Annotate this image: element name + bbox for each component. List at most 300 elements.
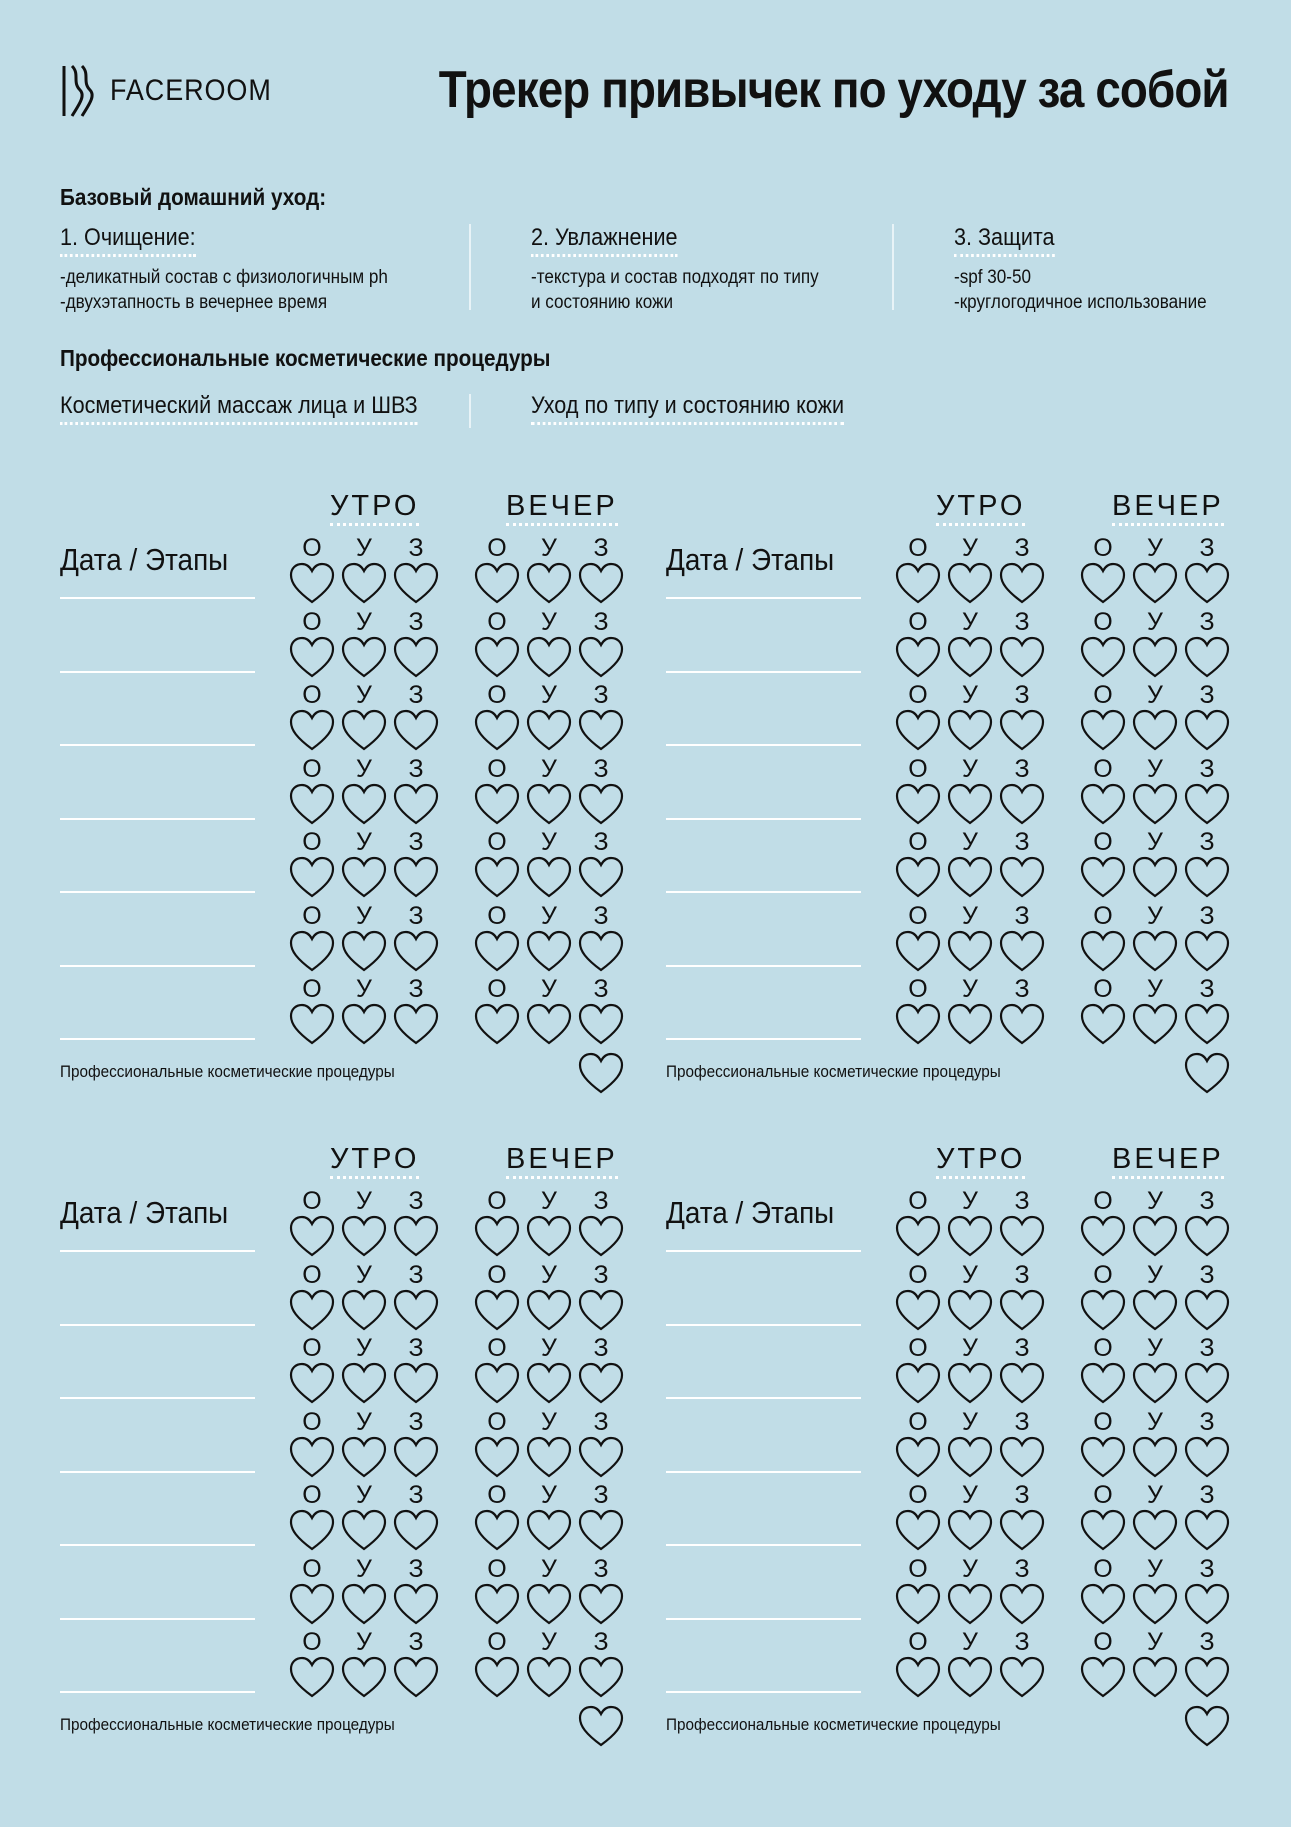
procedures-footer-label: Профессиональные косметические процедуры xyxy=(60,1715,395,1734)
heart-checkbox-icon[interactable] xyxy=(393,1436,439,1478)
heart-checkbox-icon[interactable] xyxy=(526,1656,572,1698)
faceroom-logo-icon xyxy=(60,64,102,118)
care-column-line: -деликатный состав с физиологичным ph xyxy=(60,267,388,288)
heart-checkbox-icon[interactable] xyxy=(895,1436,941,1478)
step-letter: З xyxy=(408,681,424,709)
heart-checkbox-icon[interactable] xyxy=(526,562,572,604)
step-letter: У xyxy=(541,1407,557,1436)
step-letter: О xyxy=(908,1187,928,1215)
heart-checkbox-icon[interactable] xyxy=(1184,1003,1230,1045)
date-entry-line[interactable] xyxy=(60,1324,255,1326)
heart-checkbox-icon[interactable] xyxy=(999,1215,1045,1257)
heart-checkbox-icon[interactable] xyxy=(947,1289,993,1331)
heart-checkbox-icon[interactable] xyxy=(341,1003,387,1045)
heart-checkbox-icon[interactable] xyxy=(1184,562,1230,604)
care-column-line: -двухэтапность в вечернее время xyxy=(60,292,328,313)
step-letter: У xyxy=(356,975,372,1003)
heart-checkbox-icon[interactable] xyxy=(526,1289,572,1331)
procedures-footer-label: Профессиональные косметические процедуры xyxy=(666,1062,1001,1081)
heart-checkbox-icon[interactable] xyxy=(578,1215,624,1257)
tracker-block xyxy=(666,490,1226,1090)
heart-checkbox-icon[interactable] xyxy=(1184,1289,1230,1331)
heart-checkbox-icon[interactable] xyxy=(1184,636,1230,678)
step-letter: З xyxy=(593,607,609,636)
step-letter: О xyxy=(1093,1334,1113,1362)
step-letter: З xyxy=(593,1554,609,1583)
heart-checkbox-icon[interactable] xyxy=(526,1003,572,1045)
heart-checkbox-icon[interactable] xyxy=(289,930,335,972)
date-entry-line[interactable] xyxy=(666,1691,861,1693)
step-letter: З xyxy=(1014,534,1030,562)
heart-checkbox-icon[interactable] xyxy=(393,930,439,972)
step-letter: О xyxy=(908,975,928,1003)
step-letter: О xyxy=(908,1334,928,1362)
step-letter: З xyxy=(1014,828,1030,856)
heart-checkbox-icon[interactable] xyxy=(1184,1509,1230,1551)
heart-checkbox-icon[interactable] xyxy=(947,856,993,898)
step-letter: О xyxy=(302,901,322,930)
heart-checkbox-icon[interactable] xyxy=(578,1583,624,1625)
heart-checkbox-icon[interactable] xyxy=(526,1436,572,1478)
date-entry-line[interactable] xyxy=(666,597,861,599)
basic-care-heading: Базовый домашний уход: xyxy=(60,184,327,210)
date-entry-line[interactable] xyxy=(666,1250,861,1252)
step-letter: О xyxy=(1093,754,1113,783)
heart-checkbox-icon[interactable] xyxy=(474,930,520,972)
heart-checkbox-icon[interactable] xyxy=(1132,636,1178,678)
evening-header xyxy=(1112,1143,1224,1176)
date-entry-line[interactable] xyxy=(666,744,861,746)
care-column-protection xyxy=(954,224,1235,315)
heart-checkbox-icon[interactable] xyxy=(474,1289,520,1331)
heart-checkbox-icon[interactable] xyxy=(1080,783,1126,825)
heart-checkbox-icon[interactable] xyxy=(1080,930,1126,972)
heart-checkbox-icon[interactable] xyxy=(578,1003,624,1045)
heart-checkbox-icon[interactable] xyxy=(289,1509,335,1551)
step-letter: О xyxy=(302,1628,322,1656)
date-entry-line[interactable] xyxy=(666,1324,861,1326)
heart-checkbox-icon[interactable] xyxy=(1080,1583,1126,1625)
step-letter: У xyxy=(356,1187,372,1215)
procedure-heart-checkbox-icon[interactable] xyxy=(1184,1705,1230,1747)
step-letter: О xyxy=(1093,607,1113,636)
heart-checkbox-icon[interactable] xyxy=(1184,856,1230,898)
heart-checkbox-icon[interactable] xyxy=(474,1215,520,1257)
heart-checkbox-icon[interactable] xyxy=(526,1215,572,1257)
step-letter: З xyxy=(593,1407,609,1436)
heart-checkbox-icon[interactable] xyxy=(895,1289,941,1331)
step-letter: О xyxy=(908,1407,928,1436)
heart-checkbox-icon[interactable] xyxy=(578,1509,624,1551)
date-entry-line[interactable] xyxy=(666,965,861,967)
date-steps-label: Дата / Этапы xyxy=(666,1195,835,1230)
heart-checkbox-icon[interactable] xyxy=(947,930,993,972)
heart-checkbox-icon[interactable] xyxy=(895,1583,941,1625)
evening-header xyxy=(506,490,618,523)
heart-checkbox-icon[interactable] xyxy=(895,1509,941,1551)
procedure-heart-checkbox-icon[interactable] xyxy=(578,1052,624,1094)
heart-checkbox-icon[interactable] xyxy=(393,1215,439,1257)
step-letter: У xyxy=(356,828,372,856)
heart-checkbox-icon[interactable] xyxy=(578,783,624,825)
heart-checkbox-icon[interactable] xyxy=(578,856,624,898)
step-letter: У xyxy=(1147,681,1163,709)
heart-checkbox-icon[interactable] xyxy=(947,1583,993,1625)
heart-checkbox-icon[interactable] xyxy=(947,1509,993,1551)
heart-checkbox-icon[interactable] xyxy=(474,1436,520,1478)
heart-checkbox-icon[interactable] xyxy=(526,783,572,825)
heart-checkbox-icon[interactable] xyxy=(895,856,941,898)
heart-checkbox-icon[interactable] xyxy=(1132,1509,1178,1551)
heart-checkbox-icon[interactable] xyxy=(1184,709,1230,751)
heart-checkbox-icon[interactable] xyxy=(578,1436,624,1478)
step-letter: У xyxy=(356,1481,372,1509)
step-letter: У xyxy=(962,754,978,783)
step-letter: У xyxy=(541,1334,557,1362)
heart-checkbox-icon[interactable] xyxy=(526,636,572,678)
column-divider xyxy=(469,224,471,310)
date-entry-line[interactable] xyxy=(666,1618,861,1620)
heart-checkbox-icon[interactable] xyxy=(1080,1289,1126,1331)
step-letter: У xyxy=(1147,1628,1163,1656)
heart-checkbox-icon[interactable] xyxy=(947,1436,993,1478)
heart-checkbox-icon[interactable] xyxy=(1184,783,1230,825)
heart-checkbox-icon[interactable] xyxy=(1080,636,1126,678)
step-letter: З xyxy=(1199,1187,1215,1215)
heart-checkbox-icon[interactable] xyxy=(578,709,624,751)
heart-checkbox-icon[interactable] xyxy=(578,1656,624,1698)
heart-checkbox-icon[interactable] xyxy=(289,709,335,751)
heart-checkbox-icon[interactable] xyxy=(1184,1362,1230,1404)
evening-label: ВЕЧЕР xyxy=(506,490,618,526)
tracker-block xyxy=(60,1143,620,1743)
heart-checkbox-icon[interactable] xyxy=(289,1289,335,1331)
step-letter: У xyxy=(1147,1260,1163,1289)
heart-checkbox-icon[interactable] xyxy=(1132,1583,1178,1625)
heart-checkbox-icon[interactable] xyxy=(947,1215,993,1257)
step-letter: О xyxy=(302,1481,322,1509)
heart-checkbox-icon[interactable] xyxy=(578,1362,624,1404)
heart-checkbox-icon[interactable] xyxy=(1132,1215,1178,1257)
heart-checkbox-icon[interactable] xyxy=(1184,1215,1230,1257)
heart-checkbox-icon[interactable] xyxy=(895,1003,941,1045)
procedure-item-label: Уход по типу и состоянию кожи xyxy=(531,392,844,425)
heart-checkbox-icon[interactable] xyxy=(895,636,941,678)
heart-checkbox-icon[interactable] xyxy=(1080,1509,1126,1551)
step-letter: О xyxy=(487,1628,507,1656)
step-letter: У xyxy=(1147,754,1163,783)
heart-checkbox-icon[interactable] xyxy=(341,1509,387,1551)
step-letter: З xyxy=(593,1628,609,1656)
heart-checkbox-icon[interactable] xyxy=(947,1656,993,1698)
heart-checkbox-icon[interactable] xyxy=(999,783,1045,825)
step-letter: З xyxy=(1199,754,1215,783)
heart-checkbox-icon[interactable] xyxy=(1132,1003,1178,1045)
date-entry-line[interactable] xyxy=(60,891,255,893)
evening-header xyxy=(506,1143,618,1176)
heart-checkbox-icon[interactable] xyxy=(474,783,520,825)
date-entry-line[interactable] xyxy=(60,1397,255,1399)
date-entry-line[interactable] xyxy=(60,1691,255,1693)
date-entry-line[interactable] xyxy=(666,1544,861,1546)
step-letter: О xyxy=(1093,1554,1113,1583)
heart-checkbox-icon[interactable] xyxy=(999,1436,1045,1478)
heart-checkbox-icon[interactable] xyxy=(341,930,387,972)
brand-logo xyxy=(60,64,272,118)
heart-checkbox-icon[interactable] xyxy=(341,1583,387,1625)
heart-checkbox-icon[interactable] xyxy=(393,562,439,604)
heart-checkbox-icon[interactable] xyxy=(895,562,941,604)
heart-checkbox-icon[interactable] xyxy=(393,1656,439,1698)
heart-checkbox-icon[interactable] xyxy=(1132,1656,1178,1698)
care-column-line: и состоянию кожи xyxy=(531,292,674,313)
heart-checkbox-icon[interactable] xyxy=(341,1362,387,1404)
step-letter: З xyxy=(1199,1407,1215,1436)
heart-checkbox-icon[interactable] xyxy=(1132,562,1178,604)
heart-checkbox-icon[interactable] xyxy=(895,1215,941,1257)
procedure-heart-checkbox-icon[interactable] xyxy=(1184,1052,1230,1094)
step-letter: З xyxy=(593,1187,609,1215)
heart-checkbox-icon[interactable] xyxy=(1132,1289,1178,1331)
heart-checkbox-icon[interactable] xyxy=(393,636,439,678)
heart-checkbox-icon[interactable] xyxy=(289,636,335,678)
step-letter: У xyxy=(962,1187,978,1215)
step-letter: О xyxy=(908,607,928,636)
heart-checkbox-icon[interactable] xyxy=(1080,1215,1126,1257)
heart-checkbox-icon[interactable] xyxy=(999,562,1045,604)
date-entry-line[interactable] xyxy=(666,818,861,820)
heart-checkbox-icon[interactable] xyxy=(289,1003,335,1045)
heart-checkbox-icon[interactable] xyxy=(474,1509,520,1551)
procedures-footer-label: Профессиональные косметические процедуры xyxy=(60,1062,395,1081)
date-entry-line[interactable] xyxy=(666,1038,861,1040)
step-letter: З xyxy=(1014,1334,1030,1362)
heart-checkbox-icon[interactable] xyxy=(474,636,520,678)
step-letter: З xyxy=(408,1407,424,1436)
heart-checkbox-icon[interactable] xyxy=(1132,1436,1178,1478)
step-letter: З xyxy=(1014,1481,1030,1509)
step-letter: У xyxy=(356,681,372,709)
date-entry-line[interactable] xyxy=(60,744,255,746)
heart-checkbox-icon[interactable] xyxy=(1132,1362,1178,1404)
step-letter: У xyxy=(1147,975,1163,1003)
step-letter: О xyxy=(487,901,507,930)
heart-checkbox-icon[interactable] xyxy=(999,1362,1045,1404)
heart-checkbox-icon[interactable] xyxy=(341,1215,387,1257)
heart-checkbox-icon[interactable] xyxy=(1184,1583,1230,1625)
heart-checkbox-icon[interactable] xyxy=(526,1362,572,1404)
heart-checkbox-icon[interactable] xyxy=(393,856,439,898)
heart-checkbox-icon[interactable] xyxy=(1132,930,1178,972)
heart-checkbox-icon[interactable] xyxy=(578,562,624,604)
heart-checkbox-icon[interactable] xyxy=(393,1362,439,1404)
step-letter: У xyxy=(541,828,557,856)
step-letter: О xyxy=(487,1481,507,1509)
date-entry-line[interactable] xyxy=(666,891,861,893)
heart-checkbox-icon[interactable] xyxy=(526,1509,572,1551)
heart-checkbox-icon[interactable] xyxy=(947,1362,993,1404)
heart-checkbox-icon[interactable] xyxy=(289,562,335,604)
step-letter: У xyxy=(1147,1187,1163,1215)
heart-checkbox-icon[interactable] xyxy=(999,856,1045,898)
date-steps-label: Дата / Этапы xyxy=(666,542,835,577)
heart-checkbox-icon[interactable] xyxy=(999,1289,1045,1331)
step-letter: З xyxy=(1014,1628,1030,1656)
step-letter: У xyxy=(962,1481,978,1509)
procedures-heading: Профессиональные косметические процедуры xyxy=(60,345,551,371)
heart-checkbox-icon[interactable] xyxy=(1132,783,1178,825)
heart-checkbox-icon[interactable] xyxy=(947,1003,993,1045)
step-letter: З xyxy=(1014,681,1030,709)
date-entry-line[interactable] xyxy=(60,818,255,820)
heart-checkbox-icon[interactable] xyxy=(947,562,993,604)
heart-checkbox-icon[interactable] xyxy=(999,709,1045,751)
step-letter: З xyxy=(408,1481,424,1509)
heart-checkbox-icon[interactable] xyxy=(1080,562,1126,604)
step-letter: У xyxy=(1147,534,1163,562)
heart-checkbox-icon[interactable] xyxy=(393,783,439,825)
morning-header xyxy=(936,1143,1025,1176)
heart-checkbox-icon[interactable] xyxy=(999,930,1045,972)
heart-checkbox-icon[interactable] xyxy=(1184,1436,1230,1478)
heart-checkbox-icon[interactable] xyxy=(1080,856,1126,898)
step-letter: З xyxy=(408,1554,424,1583)
heart-checkbox-icon[interactable] xyxy=(393,1583,439,1625)
step-letter: О xyxy=(1093,534,1113,562)
heart-checkbox-icon[interactable] xyxy=(1080,1656,1126,1698)
step-letter: У xyxy=(541,1260,557,1289)
date-entry-line[interactable] xyxy=(60,1250,255,1252)
date-entry-line[interactable] xyxy=(60,1038,255,1040)
step-letter: У xyxy=(962,681,978,709)
date-entry-line[interactable] xyxy=(666,1471,861,1473)
heart-checkbox-icon[interactable] xyxy=(393,1003,439,1045)
heart-checkbox-icon[interactable] xyxy=(1184,930,1230,972)
date-entry-line[interactable] xyxy=(60,1544,255,1546)
heart-checkbox-icon[interactable] xyxy=(1132,709,1178,751)
step-letter: З xyxy=(1199,828,1215,856)
step-letter: У xyxy=(356,1260,372,1289)
heart-checkbox-icon[interactable] xyxy=(341,709,387,751)
step-letter: У xyxy=(962,901,978,930)
step-letter: З xyxy=(1014,1260,1030,1289)
step-letter: О xyxy=(487,1407,507,1436)
step-letter: О xyxy=(487,607,507,636)
date-entry-line[interactable] xyxy=(666,1397,861,1399)
step-letter: О xyxy=(908,1481,928,1509)
step-letter: У xyxy=(962,828,978,856)
heart-checkbox-icon[interactable] xyxy=(947,709,993,751)
heart-checkbox-icon[interactable] xyxy=(999,1656,1045,1698)
heart-checkbox-icon[interactable] xyxy=(341,1656,387,1698)
heart-checkbox-icon[interactable] xyxy=(526,930,572,972)
heart-checkbox-icon[interactable] xyxy=(1132,856,1178,898)
step-letter: О xyxy=(908,1554,928,1583)
step-letter: З xyxy=(593,1334,609,1362)
step-letter: О xyxy=(302,975,322,1003)
date-entry-line[interactable] xyxy=(60,1471,255,1473)
heart-checkbox-icon[interactable] xyxy=(474,856,520,898)
step-letter: О xyxy=(302,681,322,709)
heart-checkbox-icon[interactable] xyxy=(341,562,387,604)
heart-checkbox-icon[interactable] xyxy=(474,1362,520,1404)
heart-checkbox-icon[interactable] xyxy=(341,1436,387,1478)
heart-checkbox-icon[interactable] xyxy=(1184,1656,1230,1698)
heart-checkbox-icon[interactable] xyxy=(895,1362,941,1404)
heart-checkbox-icon[interactable] xyxy=(393,1289,439,1331)
heart-checkbox-icon[interactable] xyxy=(289,856,335,898)
heart-checkbox-icon[interactable] xyxy=(1080,709,1126,751)
step-letter: З xyxy=(593,1481,609,1509)
heart-checkbox-icon[interactable] xyxy=(289,1656,335,1698)
heart-checkbox-icon[interactable] xyxy=(999,636,1045,678)
date-entry-line[interactable] xyxy=(666,671,861,673)
step-letter: О xyxy=(1093,901,1113,930)
heart-checkbox-icon[interactable] xyxy=(999,1003,1045,1045)
heart-checkbox-icon[interactable] xyxy=(341,856,387,898)
heart-checkbox-icon[interactable] xyxy=(947,636,993,678)
heart-checkbox-icon[interactable] xyxy=(1080,1003,1126,1045)
heart-checkbox-icon[interactable] xyxy=(341,783,387,825)
heart-checkbox-icon[interactable] xyxy=(474,1003,520,1045)
step-letter: О xyxy=(302,1187,322,1215)
step-letter: З xyxy=(1014,1187,1030,1215)
step-letter: У xyxy=(541,901,557,930)
heart-checkbox-icon[interactable] xyxy=(526,856,572,898)
heart-checkbox-icon[interactable] xyxy=(947,783,993,825)
heart-checkbox-icon[interactable] xyxy=(289,1362,335,1404)
heart-checkbox-icon[interactable] xyxy=(289,783,335,825)
heart-checkbox-icon[interactable] xyxy=(895,783,941,825)
step-letter: У xyxy=(1147,828,1163,856)
date-entry-line[interactable] xyxy=(60,671,255,673)
heart-checkbox-icon[interactable] xyxy=(526,1583,572,1625)
heart-checkbox-icon[interactable] xyxy=(474,562,520,604)
date-entry-line[interactable] xyxy=(60,965,255,967)
heart-checkbox-icon[interactable] xyxy=(474,1583,520,1625)
heart-checkbox-icon[interactable] xyxy=(999,1509,1045,1551)
heart-checkbox-icon[interactable] xyxy=(895,709,941,751)
heart-checkbox-icon[interactable] xyxy=(289,1215,335,1257)
heart-checkbox-icon[interactable] xyxy=(578,930,624,972)
heart-checkbox-icon[interactable] xyxy=(289,1583,335,1625)
step-letter: О xyxy=(1093,1407,1113,1436)
heart-checkbox-icon[interactable] xyxy=(474,709,520,751)
heart-checkbox-icon[interactable] xyxy=(393,709,439,751)
heart-checkbox-icon[interactable] xyxy=(895,1656,941,1698)
heart-checkbox-icon[interactable] xyxy=(393,1509,439,1551)
step-letter: З xyxy=(408,975,424,1003)
date-entry-line[interactable] xyxy=(60,1618,255,1620)
procedure-heart-checkbox-icon[interactable] xyxy=(578,1705,624,1747)
heart-checkbox-icon[interactable] xyxy=(999,1583,1045,1625)
heart-checkbox-icon[interactable] xyxy=(1080,1362,1126,1404)
step-letter: У xyxy=(1147,1481,1163,1509)
heart-checkbox-icon[interactable] xyxy=(341,636,387,678)
heart-checkbox-icon[interactable] xyxy=(526,709,572,751)
heart-checkbox-icon[interactable] xyxy=(578,1289,624,1331)
heart-checkbox-icon[interactable] xyxy=(1080,1436,1126,1478)
heart-checkbox-icon[interactable] xyxy=(895,930,941,972)
heart-checkbox-icon[interactable] xyxy=(341,1289,387,1331)
step-letter: У xyxy=(962,607,978,636)
step-letter: У xyxy=(962,1260,978,1289)
heart-checkbox-icon[interactable] xyxy=(289,1436,335,1478)
heart-checkbox-icon[interactable] xyxy=(578,636,624,678)
heart-checkbox-icon[interactable] xyxy=(474,1656,520,1698)
step-letter: З xyxy=(408,1260,424,1289)
date-entry-line[interactable] xyxy=(60,597,255,599)
